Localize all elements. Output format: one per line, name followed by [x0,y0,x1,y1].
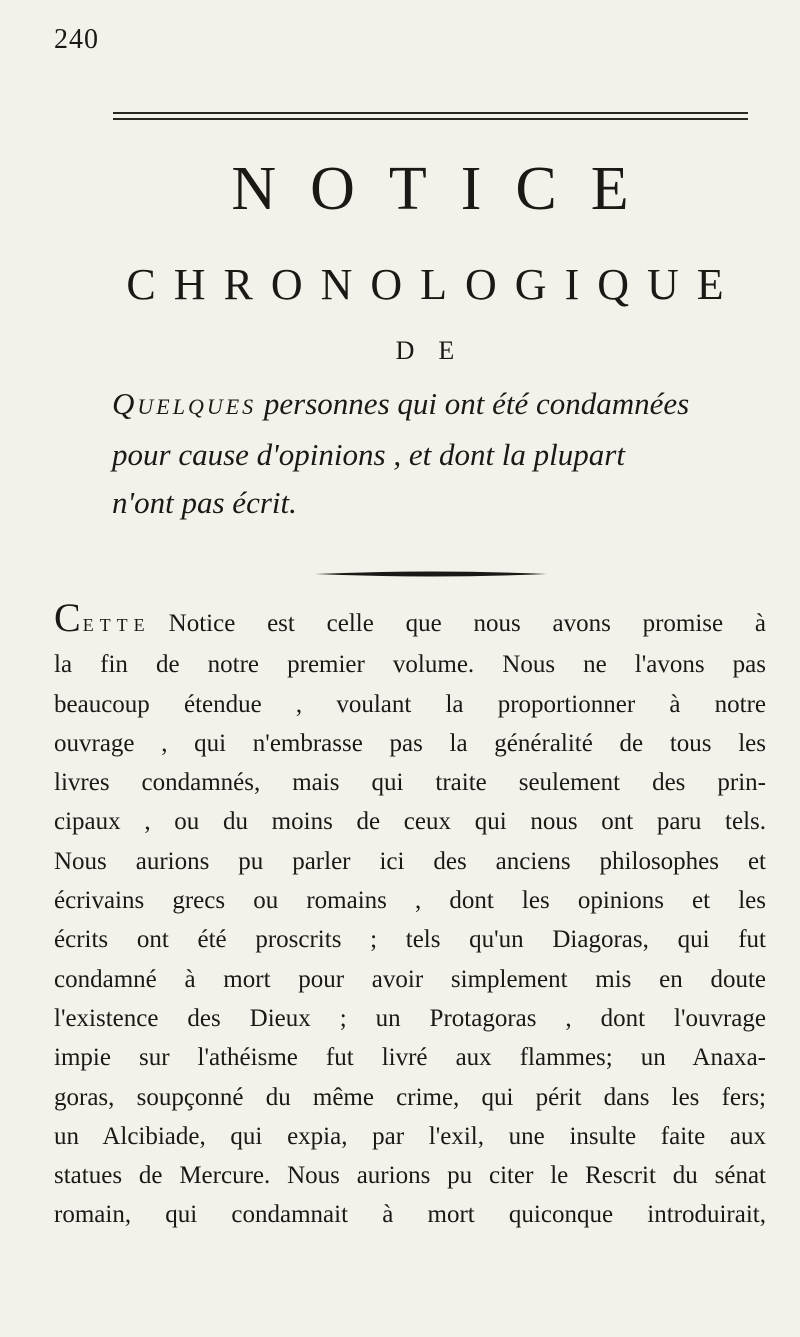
title-chronologique: CHRONOLOGIQUE [126,260,742,309]
body-line: l'existence des Dieux ; un Protagoras , dont l'ouvrage [54,1004,766,1032]
body-line: la fin de notre premier volume. Nous ne l'avons pas [54,651,766,679]
subtitle-first-word-rest: UELQUES [137,394,257,419]
subtitle-initial: Q [112,386,138,421]
page-number: 240 [54,24,99,55]
subtitle-line3: n'ont pas écrit. [112,485,297,520]
title-notice: NOTICE [231,155,663,223]
body-line-1-tail: Notice est celle que nous avons promise à [168,610,766,637]
subtitle-first-word [112,386,256,421]
header-double-rule [113,112,748,120]
subtitle [112,380,772,527]
body-first-line [54,595,766,645]
body-line: condamné à mort pour avoir simplement mis en doute [54,965,766,993]
body-line: statues de Mercure. Nous aurions pu citer le Rescrit du sénat [54,1162,766,1190]
body-line: romain, qui condamnait à mort quiconque introduirait, [54,1201,766,1229]
dropcap: C [54,595,81,640]
title-de: DE [395,336,479,365]
body-line: impie sur l'athéisme fut livré aux flammes; un Anaxa- [54,1044,766,1072]
body-line: un Alcibiade, qui expia, par l'exil, une insulte faite aux [54,1122,766,1150]
subtitle-line2: pour cause d'opinions , et dont la plupart [112,437,625,472]
body-line: écrivains grecs ou romains , dont les opinions et les [54,887,766,915]
body-line: beaucoup étendue , voulant la proportionner à notre [54,690,766,718]
body-line: écrits ont été proscrits ; tels qu'un Diagoras, qui fut [54,926,766,954]
first-word-rest: ETTE [82,615,151,635]
body-text [54,595,766,1235]
body-line: cipaux , ou du moins de ceux qui nous ont paru tels. [54,808,766,836]
body-line: ouvrage , qui n'embrasse pas la généralité de tous les [54,729,766,757]
subtitle-line1-rest: personnes qui ont été condamnées [263,386,690,421]
body-line: livres condamnés, mais qui traite seulement des prin- [54,769,766,797]
body-line: goras, soupçonné du même crime, qui périt dans les fers; [54,1083,766,1111]
ornament-rule [315,570,547,578]
body-line: Nous aurions pu parler ici des anciens philosophes et [54,847,766,875]
